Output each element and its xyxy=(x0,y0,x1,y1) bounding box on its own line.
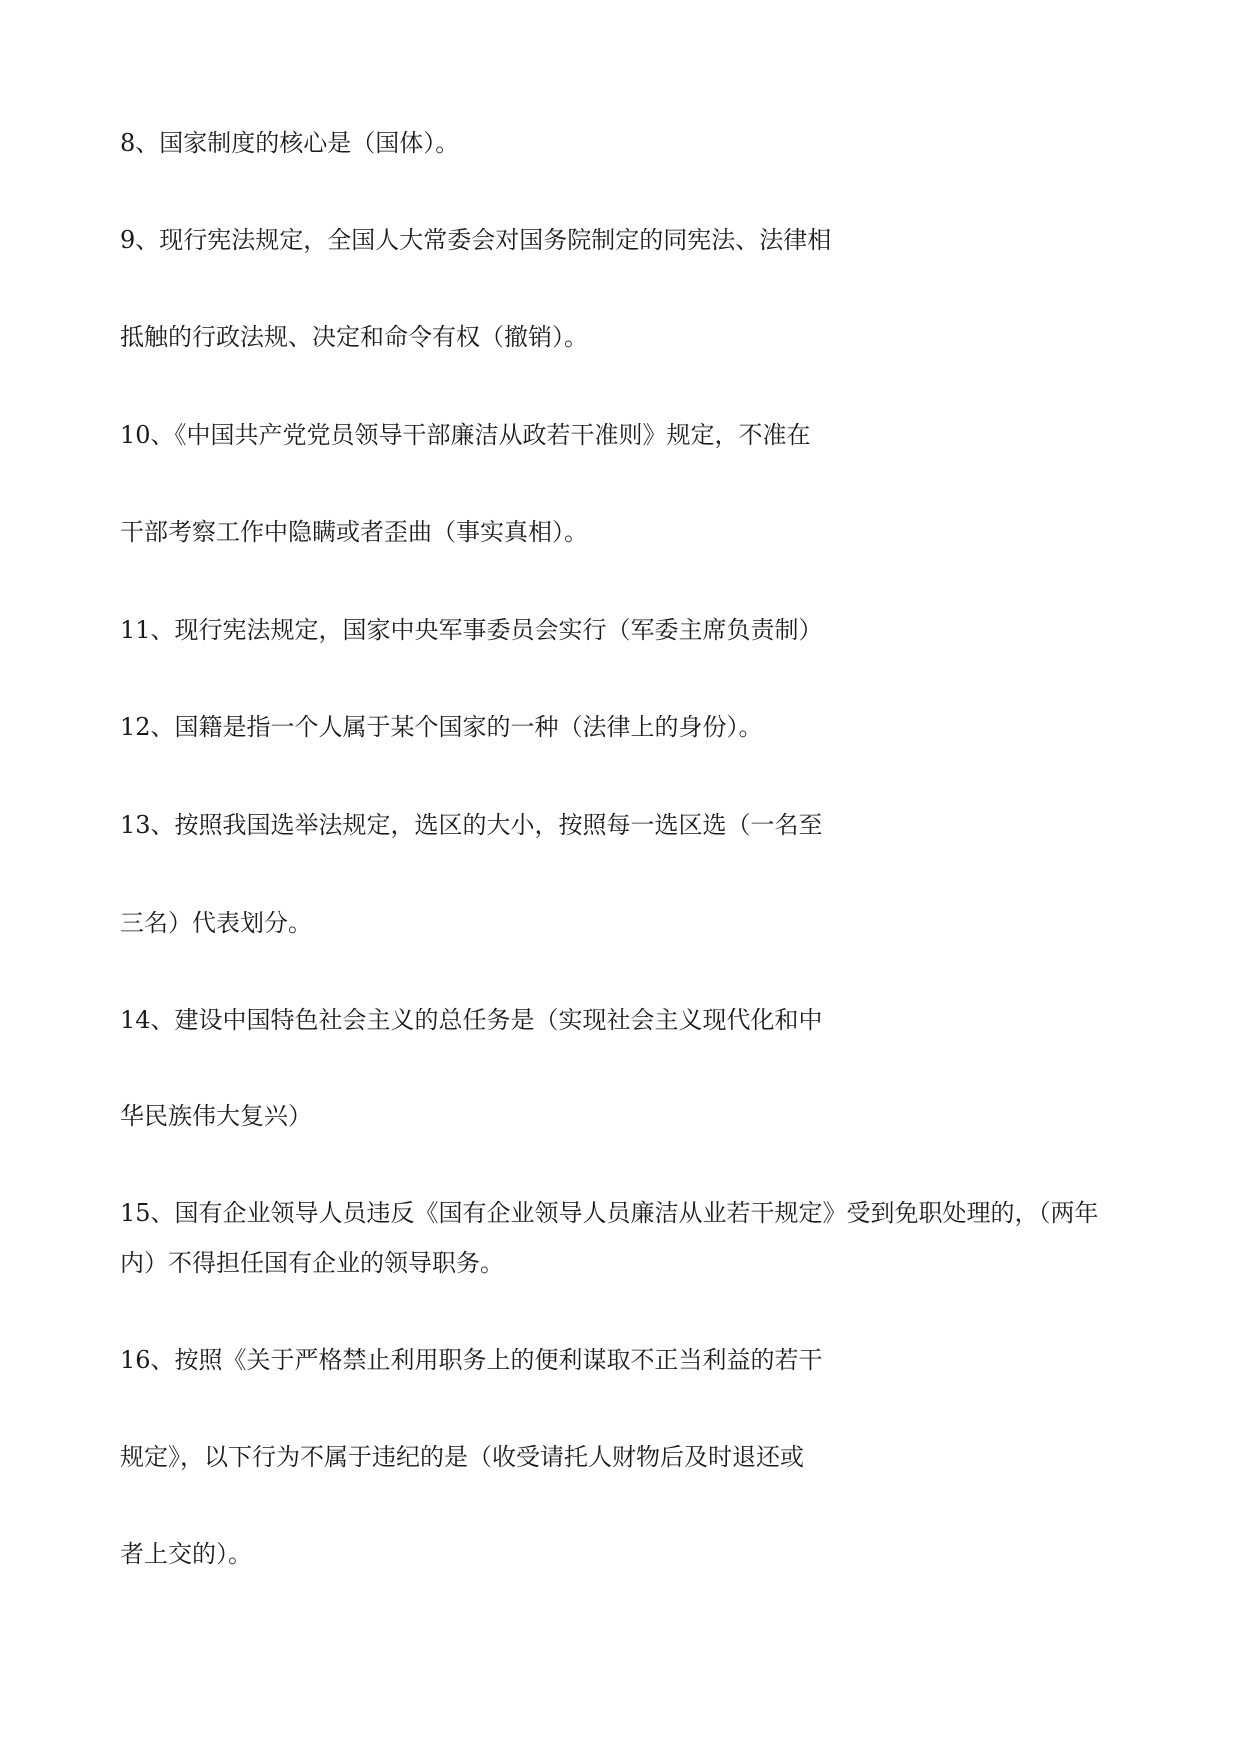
question-8-line-1: 8、国家制度的核心是（国体）。 xyxy=(120,129,460,157)
question-11-line-1: 11、现行宪法规定，国家中央军事委员会实行（军委主席负责制） xyxy=(120,616,823,644)
question-9-line-1: 9、现行宪法规定，全国人大常委会对国务院制定的同宪法、法律相 xyxy=(120,226,832,254)
question-13-line-2: 三名）代表划分。 xyxy=(120,909,312,937)
question-15-line-2: 内）不得担任国有企业的领导职务。 xyxy=(120,1249,504,1277)
question-16-line-1: 16、按照《关于严格禁止利用职务上的便利谋取不正当利益的若干 xyxy=(120,1346,823,1374)
question-14-line-2: 华民族伟大复兴） xyxy=(120,1102,312,1130)
question-9-line-2: 抵触的行政法规、决定和命令有权（撤销）。 xyxy=(120,323,588,351)
question-13-line-1: 13、按照我国选举法规定，选区的大小，按照每一选区选（一名至 xyxy=(120,811,823,839)
question-12-line-1: 12、国籍是指一个人属于某个国家的一种（法律上的身份）。 xyxy=(120,713,763,741)
question-10-line-2: 干部考察工作中隐瞒或者歪曲（事实真相）。 xyxy=(120,518,588,546)
question-16-line-2: 规定》，以下行为不属于违纪的是（收受请托人财物后及时退还或 xyxy=(120,1443,804,1471)
question-10-line-1: 10、《中国共产党党员领导干部廉洁从政若干准则》规定，不准在 xyxy=(120,421,811,449)
question-14-line-1: 14、建设中国特色社会主义的总任务是（实现社会主义现代化和中 xyxy=(120,1006,823,1034)
question-15-line-1: 15、国有企业领导人员违反《国有企业领导人员廉洁从业若干规定》受到免职处理的，（两年 xyxy=(120,1199,1099,1227)
question-16-line-3: 者上交的）。 xyxy=(120,1540,252,1568)
